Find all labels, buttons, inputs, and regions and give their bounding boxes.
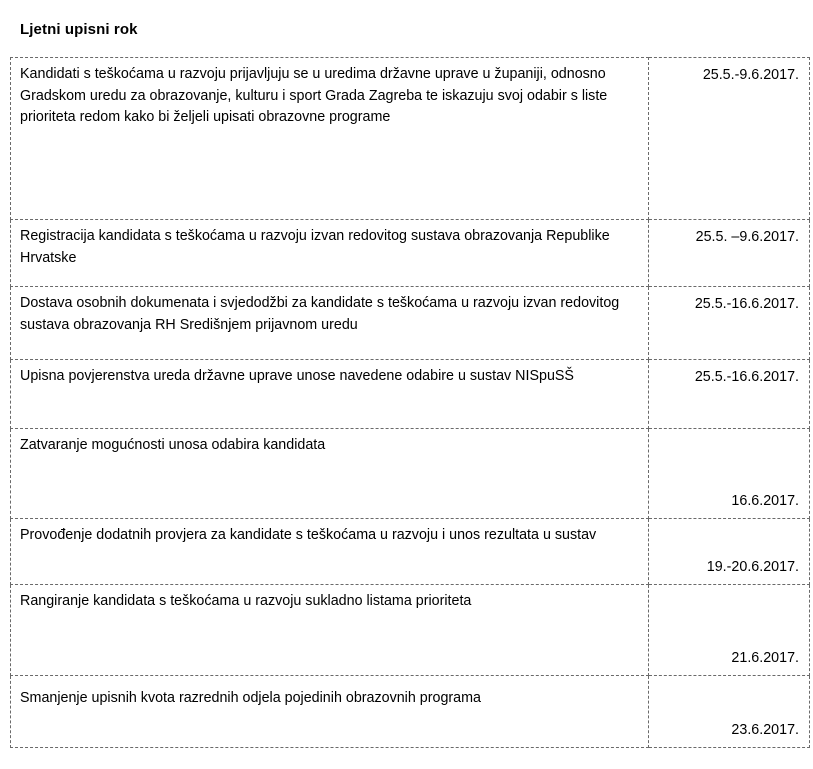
- section-heading: Ljetni upisni rok: [20, 21, 138, 38]
- row-description: Upisna povjerenstva ureda državne uprave unose navedene odabire u sustav NISpuSŠ: [11, 360, 649, 429]
- table-row: [11, 585, 810, 676]
- row-description: Zatvaranje mogućnosti unosa odabira kandidata: [11, 429, 649, 519]
- table-row: [11, 287, 810, 360]
- row-date: 23.6.2017.: [649, 676, 810, 748]
- table-row: [11, 519, 810, 585]
- table-row: [11, 58, 810, 220]
- table-row: [11, 676, 810, 748]
- row-date: 25.5.-16.6.2017.: [649, 360, 810, 429]
- row-description: Kandidati s teškoćama u razvoju prijavljuju se u uredima državne uprave u županiji, odnosno Gradskom uredu za obrazovanje, kulturu i sport Grada Zagreba te iskazuju svoj odabir s liste prioriteta redom kako bi željeli upisati obrazovne programe: [11, 58, 649, 220]
- schedule-table: [10, 57, 810, 748]
- row-date: 25.5.-9.6.2017.: [649, 58, 810, 220]
- row-description: Dostava osobnih dokumenata i svjedodžbi za kandidate s teškoćama u razvoju izvan redovitog sustava obrazovanja RH Središnjem prijavnom uredu: [11, 287, 649, 360]
- row-date: 19.-20.6.2017.: [649, 519, 810, 585]
- row-date: 16.6.2017.: [649, 429, 810, 519]
- row-date: 25.5.-16.6.2017.: [649, 287, 810, 360]
- row-date: 25.5. –9.6.2017.: [649, 220, 810, 287]
- row-description: Registracija kandidata s teškoćama u razvoju izvan redovitog sustava obrazovanja Republike Hrvatske: [11, 220, 649, 287]
- row-date: 21.6.2017.: [649, 585, 810, 676]
- table-row: [11, 429, 810, 519]
- table-row: [11, 360, 810, 429]
- row-description: Smanjenje upisnih kvota razrednih odjela pojedinih obrazovnih programa: [11, 676, 649, 748]
- row-description: Rangiranje kandidata s teškoćama u razvoju sukladno listama prioriteta: [11, 585, 649, 676]
- row-description: Provođenje dodatnih provjera za kandidate s teškoćama u razvoju i unos rezultata u sustav: [11, 519, 649, 585]
- table-row: [11, 220, 810, 287]
